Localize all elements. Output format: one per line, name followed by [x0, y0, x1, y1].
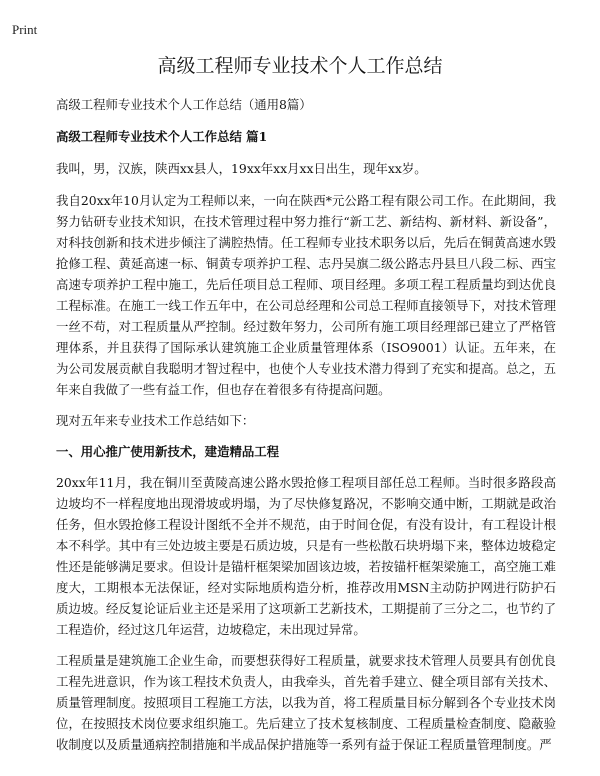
section-1-heading: 一、用心推广使用新技术，建造精品工程 [56, 444, 280, 459]
body-paragraph-2: 20xx年11月，我在铜川至黄陵高速公路水毁抢修工程项目部任总工程师。当时很多路段高边坡均不一样程度地出现滑坡或坍塌，为了尽快修复路况，不影响交通中断，工期就是政治任务，但水毁抢修工程设计图纸不全并不规范，由于时间仓促，有没有设计，有工程设计根本不科学。其中有三处边坡主要是石质边坡，只是有一些松散石块坍塌下来，整体边坡稳定性还是能够满足要求。但设计是锚杆框架梁加固该边坡，若按锚杆框架梁施工，高空施工难度大，工期根本无法保证，经对实际地质构造分析，推荐改用MSN主动防护网进行防护石质边坡。经反复论证后业主还是采用了这项新工艺新技术，工期提前了三分之二，也节约了工程造价，经过这几年运营，边坡稳定，未出现过异常。 [56, 475, 556, 637]
body-paragraph-1: 我自20xx年10月认定为工程师以来，一向在陕西*元公路工程有限公司工作。在此期间，我努力钻研专业技术知识，在技术管理过程中努力推行“新工艺、新结构、新材料、新设备”，对科技创新和技术进步倾注了满腔热情。任工程师专业技术职务以后，先后在铜黄高速水毁抢修工程、黄延高速一标、铜黄专项养护工程、志丹吴旗二级公路志丹县旦八段二标、西宝高速专项养护工程中施工，先后任项目总工程师、项目经理。多项工程工程质量均到达优良工程标准。在施工一线工作五年中，在公司总经理和公司总工程师直接领导下，对技术管理一丝不苟，对工程质量从严控制。经过数年努力，公司所有施工项目经理部已建立了严格管理体系，并且获得了国际承认建筑施工企业质量管理体系（ISO9001）认证。五年来，在为公司发展贡献自我聪明才智过程中，也使个人专业技术潜力得到了充实和提高。总之，五年来自我做了一些有益工作，但也存在着很多有待提高问题。 [56, 193, 556, 397]
intro-paragraph: 我叫，男，汉族，陕西xx县人，19xx年xx月xx日出生，现年xx岁。 [56, 161, 427, 176]
print-link[interactable]: Print [12, 22, 38, 37]
body-paragraph-3: 工程质量是建筑施工企业生命，而要想获得好工程质量，就要求技术管理人员要具有创优良工程先进意识，作为该工程技术负责人，由我牵头，首先着手建立、健全项目部有关技术、质量管理制度。按照项目工程施工方法，以我为首，将工程质量目标分解到各个专业技术岗位，在按照技术岗位要求组织施工。先后建立了技术复核制度、工程质量检查制度、隐蔽验收制度以及质量通病控制措施和半成品保护措施等一系列有益于保证工程质量管理制度。严 [56, 653, 556, 752]
document-subtitle: 高级工程师专业技术个人工作总结（通用8篇） [56, 97, 312, 112]
article-heading: 高级工程师专业技术个人工作总结 篇1 [56, 129, 268, 144]
document-body [56, 94, 556, 765]
summary-intro: 现对五年来专业技术工作总结如下： [56, 413, 255, 428]
page-title: 高级工程师专业技术个人工作总结 [157, 55, 443, 77]
